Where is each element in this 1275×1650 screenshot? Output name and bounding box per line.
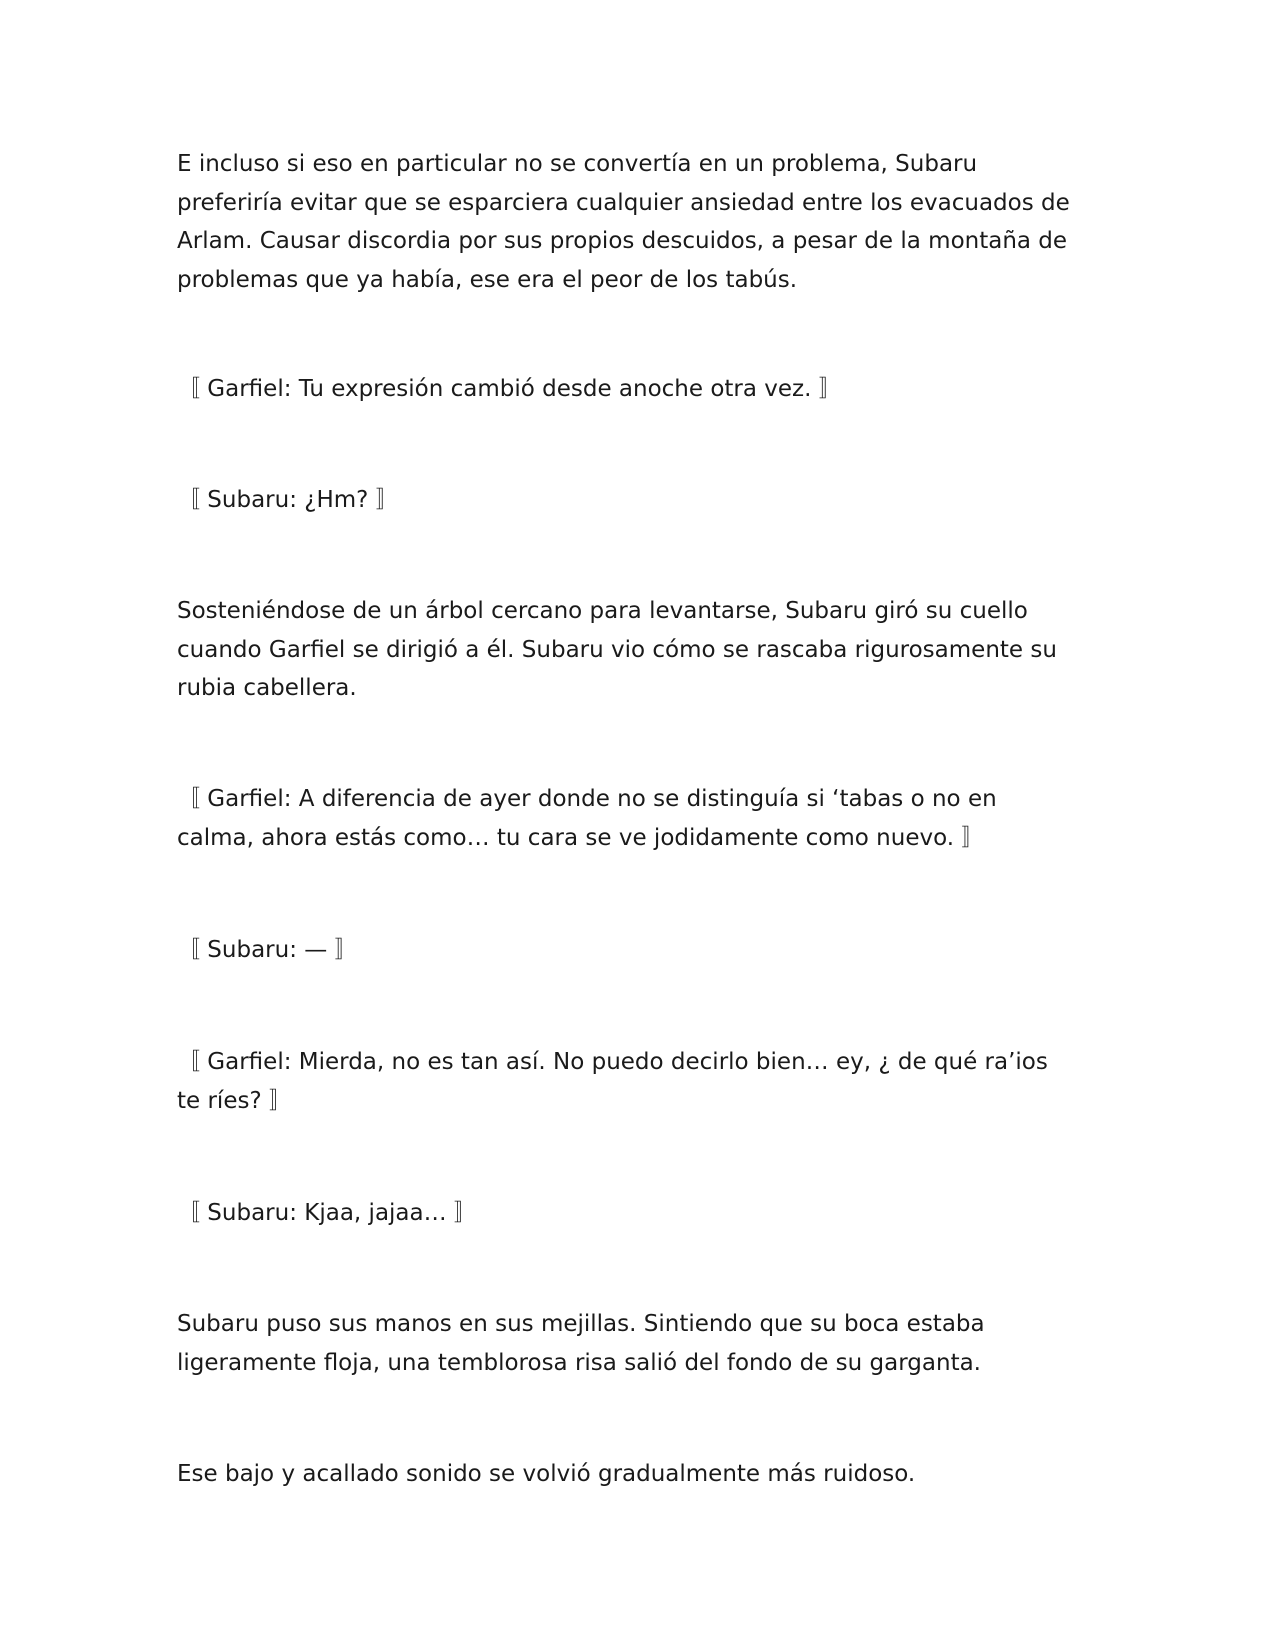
dialogue-garfiel-2 [177, 780, 1107, 857]
text-line: 〚 Garfiel: Mierda, no es tan así. No puedo decirlo bien… ey, ¿ de qué ra’ios [177, 1049, 1048, 1075]
text-line: rubia cabellera. [177, 675, 357, 701]
dialogue-garfiel-3 [177, 1043, 1107, 1120]
text-line: Ese bajo y acallado sonido se volvió gradualmente más ruidoso. [177, 1461, 916, 1487]
dialogue-subaru-3 [177, 1194, 1107, 1233]
text-line: ligeramente floja, una temblorosa risa salió del fondo de su garganta. [177, 1349, 981, 1376]
text-line: preferiría evitar que se esparciera cualquier ansiedad entre los evacuados de [177, 189, 1070, 216]
dialogue-subaru-1 [177, 481, 1107, 520]
dialogue-garfiel-1 [177, 370, 1107, 409]
text-line: calma, ahora estás como… tu cara se ve jodidamente como nuevo. 〛 [177, 824, 985, 851]
dialogue-subaru-2 [177, 931, 1107, 970]
text-line: 〚 Subaru: ¿Hm? 〛 [177, 487, 399, 513]
text-line: 〚 Garfiel: A diferencia de ayer donde no se distinguía si ‘tabas o no en [177, 786, 997, 812]
text-line: te ríes? 〛 [177, 1087, 292, 1114]
text-line: cuando Garfiel se dirigió a él. Subaru vio cómo se rascaba rigurosamente su [177, 636, 1057, 663]
text-line: 〚 Subaru: — 〛 [177, 937, 358, 963]
paragraph-4 [177, 1455, 1107, 1494]
paragraph-2 [177, 592, 1107, 708]
text-line: Arlam. Causar discordia por sus propios descuidos, a pesar de la montaña de [177, 228, 1068, 254]
text-line: Subaru puso sus manos en sus mejillas. Sintiendo que su boca estaba [177, 1311, 985, 1337]
text-line: problemas que ya había, ese era el peor de los tabús. [177, 266, 798, 293]
paragraph-3 [177, 1305, 1107, 1382]
text-line: Sosteniéndose de un árbol cercano para levantarse, Subaru giró su cuello [177, 598, 1028, 624]
text-line: 〚 Garfiel: Tu expresión cambió desde anoche otra vez. 〛 [177, 376, 842, 402]
paragraph-1 [177, 145, 1107, 299]
text-line: E incluso si eso en particular no se convertía en un problema, Subaru [177, 151, 978, 177]
text-line: 〚 Subaru: Kjaa, jajaa… 〛 [177, 1200, 477, 1226]
